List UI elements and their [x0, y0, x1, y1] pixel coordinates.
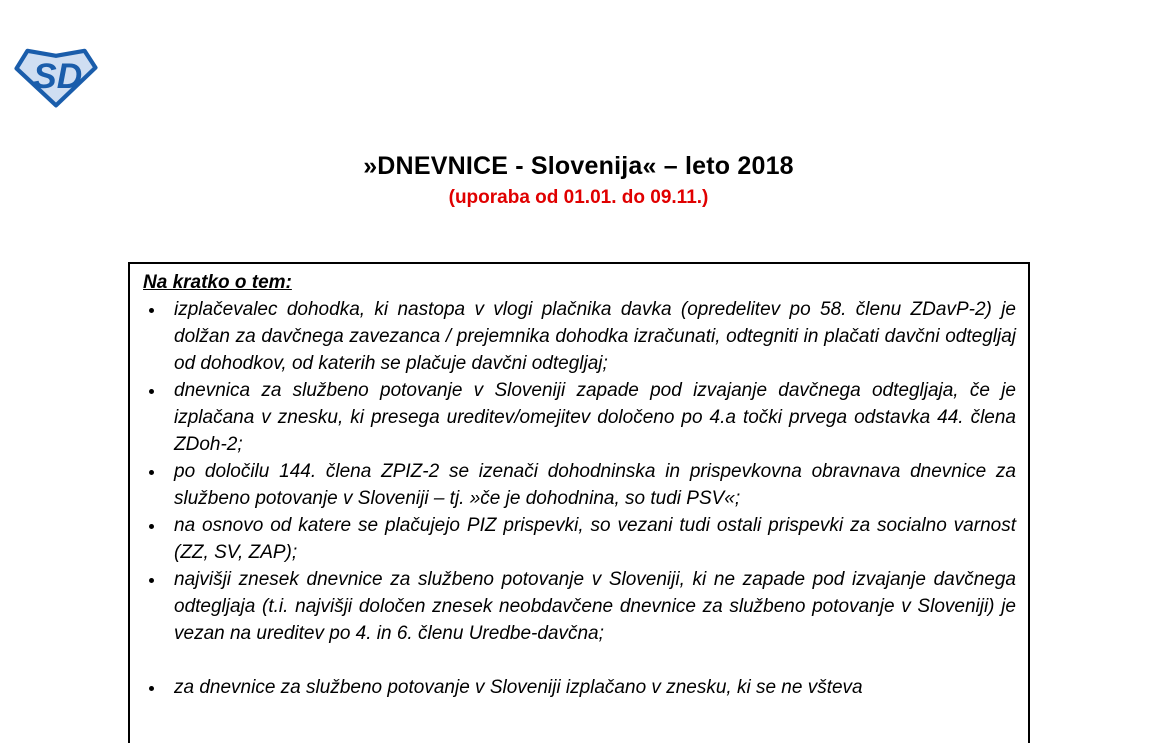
bullet-item: • dnevnica za službeno potovanje v Sloveniji zapade pod izvajanje davčnega odtegljaja, če je izplačana v znesku, ki presega ureditev/omejitev določeno po 4.a točki prvega odstavka 44. člena ZDoh-2;	[166, 377, 1016, 458]
bullet-item: • najvišji znesek dnevnice za službeno potovanje v Sloveniji, ki ne zapade pod izvajanje davčnega odtegljaja (t.i. najvišji določen znesek neobdavčene dnevnice za službeno potovanje v Sloveniji) je vezan na ureditev po 4. in 6. členu Uredbe-davčna;	[166, 566, 1016, 647]
document-header	[0, 153, 1157, 208]
summary-bullet-list	[143, 296, 1016, 701]
page-title: »DNEVNICE - Slovenija« – leto 2018	[363, 152, 794, 180]
summary-box	[128, 262, 1030, 743]
bullet-item: • po določilu 144. člena ZPIZ-2 se izenači dohodninska in prispevkovna obravnava dnevnice za službeno potovanje v Sloveniji – tj. »če je dohodnina, so tudi PSV«;	[166, 458, 1016, 512]
bullet-item: • izplačevalec dohodka, ki nastopa v vlogi plačnika davka (opredelitev po 58. členu ZDavP-2) je dolžan za davčnega zavezanca / prejemnika dohodka izračunati, odtegniti in plačati davčni odtegljaj od dohodkov, od katerih se plačuje davčni odtegljaj;	[166, 296, 1016, 377]
bullet-item: • za dnevnice za službeno potovanje v Sloveniji izplačano v znesku, ki se ne všteva	[166, 674, 1016, 701]
bullet-item: • na osnovo od katere se plačujejo PIZ prispevki, so vezani tudi ostali prispevki za socialno varnost (ZZ, SV, ZAP);	[166, 512, 1016, 566]
summary-box-heading: Na kratko o tem:	[143, 272, 292, 293]
sd-logo-icon	[14, 44, 98, 108]
logo-letters: SD	[33, 56, 83, 96]
page-subtitle: (uporaba od 01.01. do 09.11.)	[448, 187, 709, 208]
